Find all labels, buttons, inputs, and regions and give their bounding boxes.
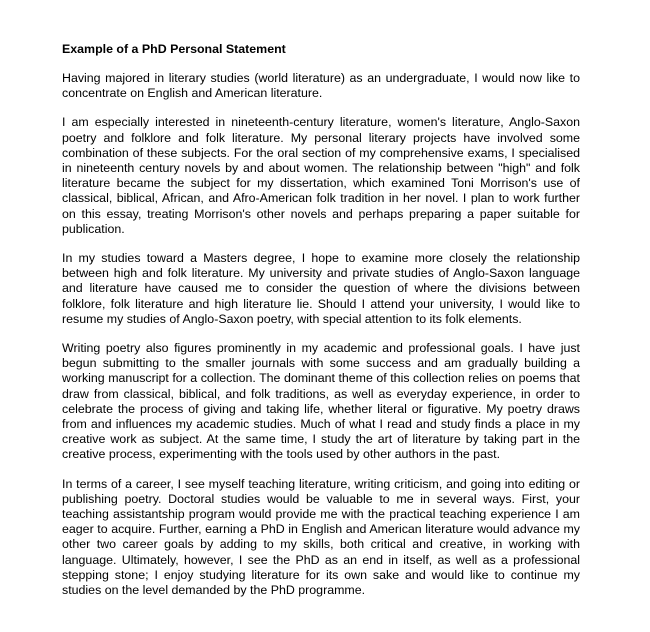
paragraph-interests: I am especially interested in nineteenth-century literature, women's literature, Anglo-Saxon poetry and folklore and folk literature. My personal literary projects have involved some combination of these subjects. For the oral section of my comprehensive exams, I specialised in nineteenth century novels by and about women. The relationship between "high" and folk literature became the subject for my dissertation, which examined Toni Morrison's use of classical, biblical, African, and Afro-American folk tradition in her novel. I plan to work further on this essay, treating Morrison's other novels and perhaps preparing a paper suitable for publication. bbox=[62, 115, 580, 236]
paragraph-masters-studies: In my studies toward a Masters degree, I hope to examine more closely the relationship between high and folk literature. My university and private studies of Anglo-Saxon language and literature have caused me to consider the question of where the divisions between folklore, folk literature and high literature lie. Should I attend your university, I would like to resume my studies of Anglo-Saxon poetry, with special attention to its folk elements. bbox=[62, 251, 580, 326]
paragraph-career: In terms of a career, I see myself teaching literature, writing criticism, and going into editing or publishing poetry. Doctoral studies would be valuable to me in several ways. First, your teaching assistantship program would provide me with the practical teaching experience I am eager to acquire. Further, earning a PhD in English and American literature would advance my other two career goals by adding to my skills, both critical and creative, in working with language. Ultimately, however, I see the PhD as an end in itself, as well as a professional stepping stone; I enjoy studying literature for its own sake and would like to continue my studies on the level demanded by the PhD programme. bbox=[62, 476, 580, 598]
paragraph-poetry: Writing poetry also figures prominently in my academic and professional goals. I have just begun submitting to the smaller journals with some success and am gradually building a working manuscript for a collection. The dominant theme of this collection relies on poems that draw from classical, biblical, and folk traditions, as well as everyday experience, in order to celebrate the process of giving and taking life, whether literal or figurative. My poetry draws from and influences my academic studies. Much of what I read and study finds a place in my creative work as subject. At the same time, I study the art of literature by taking part in the creative process, experimenting with the tools used by other authors in the past. bbox=[62, 341, 580, 462]
paragraph-intro: Having majored in literary studies (world literature) as an undergraduate, I would now like to concentrate on English and American literature. bbox=[62, 71, 580, 101]
personal-statement-document bbox=[62, 42, 580, 612]
document-title: Example of a PhD Personal Statement bbox=[62, 42, 286, 56]
